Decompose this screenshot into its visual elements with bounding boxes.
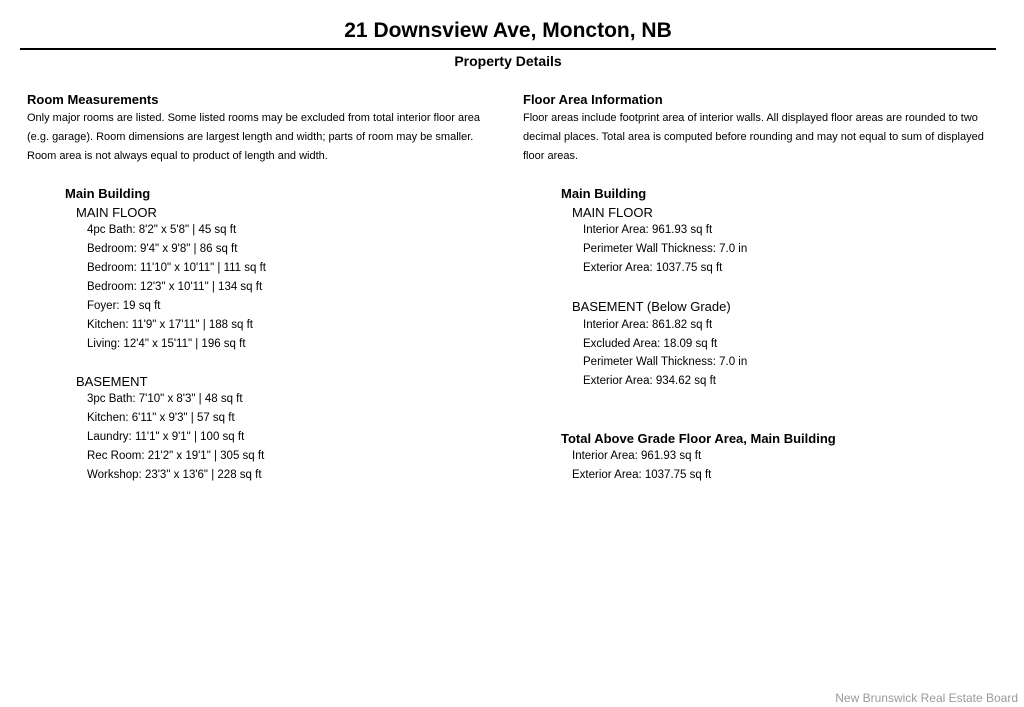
room-line: Bedroom: 11'10" x 10'11" | 111 sq ft xyxy=(87,262,266,274)
room-measurements-section xyxy=(27,92,497,166)
floor-area-section xyxy=(523,92,1001,166)
room-line: Kitchen: 11'9" x 17'11" | 188 sq ft xyxy=(87,319,253,331)
room-measurements-heading: Room Measurements xyxy=(27,92,159,107)
total-floor-area-heading: Total Above Grade Floor Area, Main Building xyxy=(561,431,836,446)
room-line: Bedroom: 12'3" x 10'11" | 134 sq ft xyxy=(87,281,263,293)
floor-area-line: Excluded Area: 18.09 sq ft xyxy=(583,338,718,350)
total-floor-area-line: Exterior Area: 1037.75 sq ft xyxy=(572,469,712,481)
footer-source: New Brunswick Real Estate Board xyxy=(835,691,1018,705)
floor-area-description: Floor areas include footprint area of interior walls. All displayed floor areas are rounded to two decimal places. Total area is computed before rounding and may not equal to sum of displayed floor areas. xyxy=(523,112,984,162)
room-line: Foyer: 19 sq ft xyxy=(87,300,161,312)
floor-area-heading: Floor Area Information xyxy=(523,92,663,107)
floor-area-line: Perimeter Wall Thickness: 7.0 in xyxy=(583,243,748,255)
room-line: 4pc Bath: 8'2" x 5'8" | 45 sq ft xyxy=(87,224,237,236)
page-subtitle: Property Details xyxy=(454,53,562,69)
room-line: Workshop: 23'3" x 13'6" | 228 sq ft xyxy=(87,469,262,481)
room-basement-label: BASEMENT xyxy=(76,374,148,389)
total-floor-area-line: Interior Area: 961.93 sq ft xyxy=(572,450,702,462)
floor-area-line: Exterior Area: 934.62 sq ft xyxy=(583,375,716,387)
room-line: Living: 12'4" x 15'11" | 196 sq ft xyxy=(87,338,246,350)
room-line: Bedroom: 9'4" x 9'8" | 86 sq ft xyxy=(87,243,238,255)
room-building-label: Main Building xyxy=(65,186,151,201)
page-title: 21 Downsview Ave, Moncton, NB xyxy=(344,19,672,42)
floor-area-line: Interior Area: 861.82 sq ft xyxy=(583,319,713,331)
floor-area-line: Interior Area: 961.93 sq ft xyxy=(583,224,713,236)
room-line: Kitchen: 6'11" x 9'3" | 57 sq ft xyxy=(87,412,235,424)
floor-area-building-label: Main Building xyxy=(561,186,647,201)
room-line: Laundry: 11'1" x 9'1" | 100 sq ft xyxy=(87,431,245,443)
floor-area-line: Perimeter Wall Thickness: 7.0 in xyxy=(583,356,748,368)
room-line: Rec Room: 21'2" x 19'1" | 305 sq ft xyxy=(87,450,265,462)
floor-area-basement-label: BASEMENT (Below Grade) xyxy=(572,299,731,314)
room-line: 3pc Bath: 7'10" x 8'3" | 48 sq ft xyxy=(87,393,243,405)
room-measurements-description: Only major rooms are listed. Some listed rooms may be excluded from total interior floor area (e.g. garage). Room dimensions are largest length and width; parts of room may be smaller. Room area is not always equal to product of length and width. xyxy=(27,112,481,162)
floor-area-main-floor-label: MAIN FLOOR xyxy=(572,205,653,220)
floor-area-line: Exterior Area: 1037.75 sq ft xyxy=(583,262,723,274)
title-divider xyxy=(20,48,996,50)
room-main-floor-label: MAIN FLOOR xyxy=(76,205,157,220)
